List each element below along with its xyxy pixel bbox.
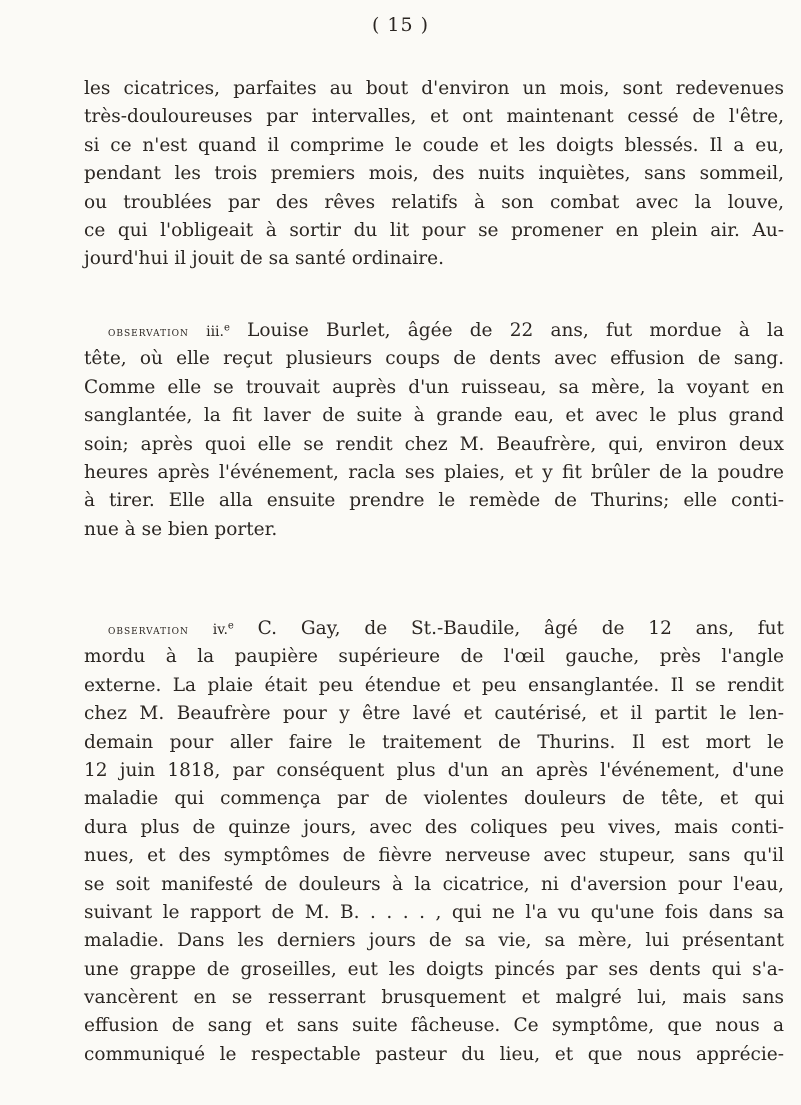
text-line: mordu à la paupière supérieure de l'œil gauche, près l'angle bbox=[84, 646, 784, 668]
observation-first-line-text: Louise Burlet, âgée de 22 ans, fut mordue à la bbox=[247, 320, 784, 341]
text-line: vancèrent en se resserrant brusquement et malgré lui, mais sans bbox=[84, 987, 784, 1009]
observation-number bbox=[213, 622, 234, 638]
text-line: externe. La plaie était peu étendue et peu ensanglantée. Il se rendit bbox=[84, 674, 784, 696]
observation-iii-paragraph bbox=[84, 317, 784, 544]
observation-numeral: iv. bbox=[212, 622, 228, 638]
observation-iv-paragraph bbox=[84, 615, 784, 1069]
observation-number bbox=[206, 324, 230, 340]
observation-first-line-text: C. Gay, de St.-Baudile, âgé de 12 ans, fut bbox=[257, 618, 784, 639]
page-number-header: ( 15 ) bbox=[371, 14, 430, 36]
text-line: à tirer. Elle alla ensuite prendre le remède de Thurins; elle conti- bbox=[84, 490, 784, 512]
text-line: nue à se bien porter. bbox=[84, 518, 278, 540]
observation-label: observation bbox=[108, 623, 189, 638]
text-line: les cicatrices, parfaites au bout d'environ un mois, sont redevenues bbox=[84, 78, 784, 99]
text-line: suivant le rapport de M. B. . . . . , qui ne l'a vu qu'une fois dans sa bbox=[84, 901, 784, 923]
observation-numeral: iii. bbox=[206, 324, 224, 340]
text-line: pendant les trois premiers mois, des nuits inquiètes, sans sommeil, bbox=[84, 163, 784, 185]
observation-superscript: e bbox=[223, 322, 230, 334]
paragraph-continuation bbox=[84, 75, 784, 274]
text-line: chez M. Beaufrère pour y être lavé et cautérisé, et il partit le len- bbox=[84, 703, 784, 725]
text-line: maladie. Dans les derniers jours de sa vie, sa mère, lui présentant bbox=[84, 930, 784, 952]
observation-heading-line bbox=[84, 615, 784, 643]
observation-label: observation bbox=[108, 325, 189, 340]
text-line: nues, et des symptômes de fièvre nerveuse avec stupeur, sans qu'il bbox=[84, 845, 784, 867]
text-line: tête, où elle reçut plusieurs coups de dents avec effusion de sang. bbox=[84, 348, 784, 370]
observation-heading-line bbox=[84, 317, 784, 345]
text-line: maladie qui commença par de violentes douleurs de tête, et qui bbox=[84, 788, 784, 810]
text-line: dura plus de quinze jours, avec des coliques peu vives, mais conti- bbox=[84, 816, 784, 838]
text-line: jourd'hui il jouit de sa santé ordinaire. bbox=[84, 248, 444, 270]
text-line: ce qui l'obligeait à sortir du lit pour se promener en plein air. Au- bbox=[84, 219, 784, 241]
text-line: une grappe de groseilles, eut les doigts pincés par ses dents qui s'a- bbox=[84, 958, 784, 980]
text-line: 12 juin 1818, par conséquent plus d'un an après l'événement, d'une bbox=[84, 759, 784, 781]
text-line: communiqué le respectable pasteur du lieu, et que nous apprécie- bbox=[84, 1043, 784, 1065]
text-line: heures après l'événement, racla ses plaies, et y fit brûler de la poudre bbox=[84, 461, 784, 483]
text-line: ou troublées par des rêves relatifs à son combat avec la louve, bbox=[84, 191, 784, 213]
text-line: Comme elle se trouvait auprès d'un ruisseau, sa mère, la voyant en bbox=[84, 376, 784, 398]
text-line: sanglantée, la fit laver de suite à grande eau, et avec le plus grand bbox=[84, 405, 784, 427]
text-line: si ce n'est quand il comprime le coude et les doigts blessés. Il a eu, bbox=[84, 134, 784, 156]
text-line: très-douloureuses par intervalles, et ont maintenant cessé de l'être, bbox=[84, 106, 784, 128]
text-line: effusion de sang et sans suite fâcheuse. Ce symptôme, que nous a bbox=[84, 1015, 784, 1037]
observation-superscript: e bbox=[227, 620, 234, 632]
text-line: se soit manifesté de douleurs à la cicatrice, ni d'aversion pour l'eau, bbox=[84, 873, 784, 895]
text-line: soin; après quoi elle se rendit chez M. Beaufrère, qui, environ deux bbox=[84, 433, 784, 455]
text-line: demain pour aller faire le traitement de Thurins. Il est mort le bbox=[84, 731, 784, 753]
